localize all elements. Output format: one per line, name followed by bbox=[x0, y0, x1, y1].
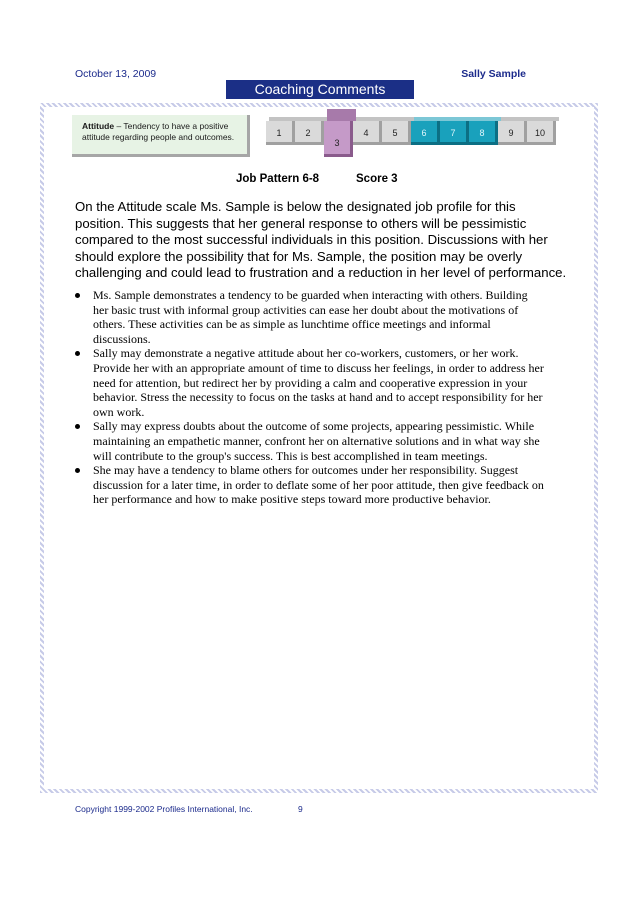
job-pattern: Job Pattern 6-8 bbox=[236, 173, 320, 185]
scale-cell-2: 2 bbox=[295, 121, 324, 145]
bullet-text: Ms. Sample demonstrates a tendency to be guarded when interacting with others. Building her basic trust with informal group activities can ease her doubt about the motivations of others. These activities can be as simple as lunchtime office meetings and informal discussions. bbox=[93, 288, 528, 346]
scale-name: Attitude bbox=[82, 121, 115, 131]
page-number: 9 bbox=[298, 804, 303, 814]
scale-cell-9: 9 bbox=[498, 121, 527, 145]
bullet-text: Sally may express doubts about the outcome of some projects, appearing pessimistic. While maintaining an empathetic manner, confront her on alternative solutions and in what way she will contribute to the group's success. This is best accomplished in team meetings. bbox=[93, 419, 540, 463]
scale-definition: – Tendency to have a positive attitude regarding people and outcomes. bbox=[82, 121, 235, 142]
bullet-dot-icon bbox=[75, 351, 80, 356]
scale-cell-1: 1 bbox=[266, 121, 295, 145]
bullet-item bbox=[75, 346, 545, 419]
scale-cell-8: 8 bbox=[469, 121, 498, 145]
scale-cell-5: 5 bbox=[382, 121, 411, 145]
bullet-item bbox=[75, 463, 545, 507]
scale-cell-3: 3 bbox=[324, 121, 353, 157]
bullet-dot-icon bbox=[75, 468, 80, 473]
bullet-text: Sally may demonstrate a negative attitude about her co-workers, customers, or her work. Provide her with an appropriate amount of time to discuss her feelings, in order to address her need for attention, but redirect her by providing a calm and cooperative expression in your behavior. Stress the necessity to focus on the tasks at hand and to accept responsibility for her own work. bbox=[93, 346, 544, 419]
scale-cell-4: 4 bbox=[353, 121, 382, 145]
subject-name: Sally Sample bbox=[461, 68, 526, 80]
bullet-dot-icon bbox=[75, 424, 80, 429]
score-label: Score 3 bbox=[356, 173, 398, 185]
score-scale bbox=[266, 121, 556, 157]
coaching-bullets bbox=[75, 288, 545, 507]
section-title: Coaching Comments bbox=[226, 80, 414, 99]
bullet-item bbox=[75, 288, 545, 346]
intro-paragraph: On the Attitude scale Ms. Sample is below the designated job profile for this position. This suggests that her general response to others will be pessimistic compared to the most successful individuals in this position. Discussions with her should explore the possibility that for Ms. Sample, the position may be overly challenging and could lead to frustration and a reduction in her level of performance. bbox=[75, 199, 567, 281]
bullet-dot-icon bbox=[75, 293, 80, 298]
footer-copyright: Copyright 1999-2002 Profiles International, Inc. bbox=[75, 804, 253, 814]
report-date: October 13, 2009 bbox=[75, 68, 157, 80]
bullet-text: She may have a tendency to blame others for outcomes under her responsibility. Suggest discussion for a later time, in order to deflate some of her poor attitude, then give feedback on her performance and how to make positive steps toward more productive behavior. bbox=[93, 463, 544, 507]
scale-description bbox=[72, 115, 250, 157]
scale-cell-6: 6 bbox=[411, 121, 440, 145]
scale-cell-10: 10 bbox=[527, 121, 556, 145]
bullet-item bbox=[75, 419, 545, 463]
scale-cell-7: 7 bbox=[440, 121, 469, 145]
